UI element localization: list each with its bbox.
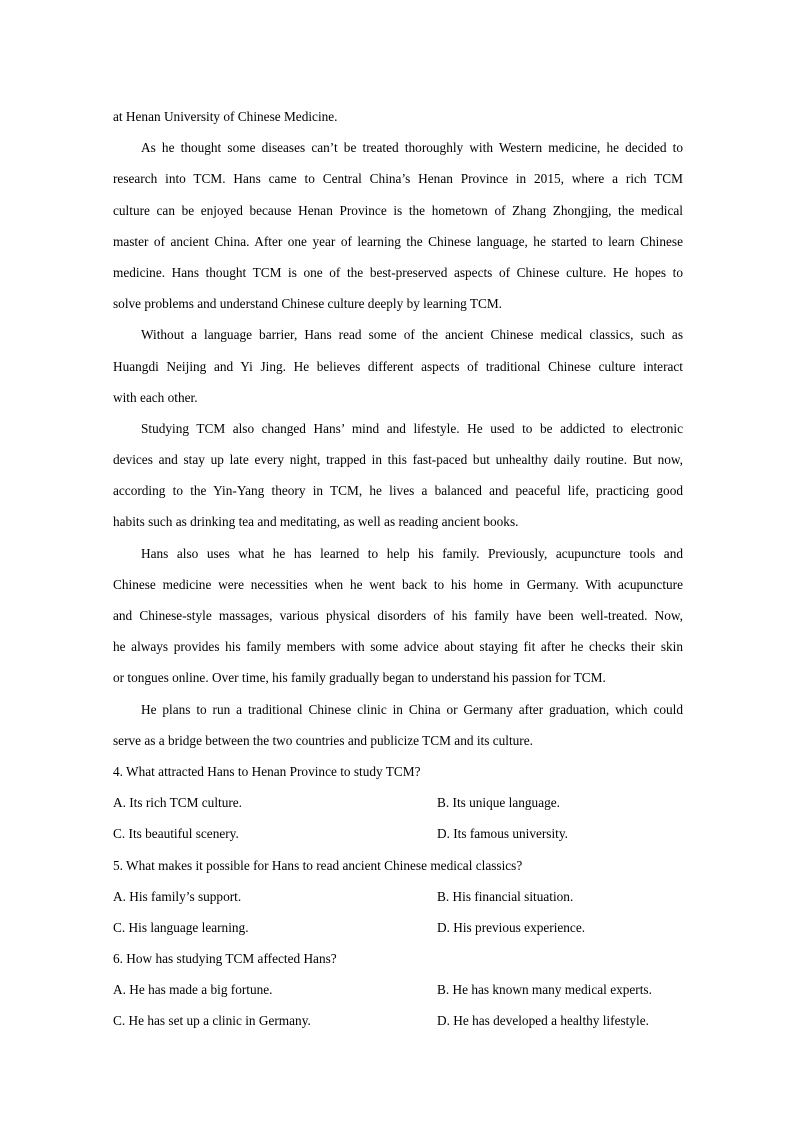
passage <box>113 101 683 756</box>
option-row <box>113 974 683 1005</box>
document-content <box>113 101 683 1037</box>
passage-line: at Henan University of Chinese Medicine. <box>113 109 338 124</box>
passage-line: or tongues online. Over time, his family gradually began to understand his passion for TCM. <box>113 670 606 686</box>
option-c: C. Its beautiful scenery. <box>113 826 239 842</box>
option-row <box>113 1005 683 1036</box>
question-4 <box>113 756 683 850</box>
option-a: A. He has made a big fortune. <box>113 982 273 998</box>
passage-line: Hans also uses what he has learned to help his family. Previously, acupuncture tools and <box>141 545 683 561</box>
option-a: A. His family’s support. <box>113 888 242 904</box>
passage-line: solve problems and understand Chinese culture deeply by learning TCM. <box>113 296 502 312</box>
passage-line: Studying TCM also changed Hans’ mind and lifestyle. He used to be addicted to electronic <box>141 420 683 436</box>
option-row <box>113 912 683 943</box>
passage-line: Huangdi Neijing and Yi Jing. He believes different aspects of traditional Chinese culture interact <box>113 358 683 374</box>
option-c: C. He has set up a clinic in Germany. <box>113 1013 311 1029</box>
option-b: B. His financial situation. <box>437 888 574 904</box>
option-b: B. He has known many medical experts. <box>437 982 652 998</box>
passage-line: serve as a bridge between the two countries and publicize TCM and its culture. <box>113 732 533 748</box>
passage-line: with each other. <box>113 389 198 405</box>
question-stem: 5. What makes it possible for Hans to read ancient Chinese medical classics? <box>113 857 523 873</box>
passage-line: he always provides his family members with some advice about staying fit after he checks their skin <box>113 639 683 655</box>
passage-line: Without a language barrier, Hans read some of the ancient Chinese medical classics, such as <box>141 327 683 343</box>
option-a: A. Its rich TCM culture. <box>113 795 243 811</box>
passage-line: devices and stay up late every night, trapped in this fast-paced but unhealthy daily routine. But now, <box>113 452 683 468</box>
passage-line: He plans to run a traditional Chinese clinic in China or Germany after graduation, which could <box>141 701 683 717</box>
passage-line: research into TCM. Hans came to Central China’s Henan Province in 2015, where a rich TCM <box>113 171 683 187</box>
option-row <box>113 818 683 849</box>
passage-line: and Chinese-style massages, various physical disorders of his family have been well-treated. Now, <box>113 608 683 623</box>
option-c: C. His language learning. <box>113 919 249 935</box>
passage-line: Chinese medicine were necessities when he went back to his home in Germany. With acupuncture <box>113 576 683 592</box>
passage-line: medicine. Hans thought TCM is one of the best-preserved aspects of Chinese culture. He hopes to <box>113 264 683 280</box>
option-d: D. His previous experience. <box>437 919 586 935</box>
question-6 <box>113 943 683 1037</box>
question-stem: 4. What attracted Hans to Henan Province to study TCM? <box>113 763 421 779</box>
option-d: D. He has developed a healthy lifestyle. <box>437 1013 649 1029</box>
option-b: B. Its unique language. <box>437 795 560 811</box>
option-row <box>113 881 683 912</box>
passage-line: master of ancient China. After one year of learning the Chinese language, he started to learn Chinese <box>113 233 683 249</box>
passage-line: culture can be enjoyed because Henan Province is the hometown of Zhang Zhongjing, the medical <box>113 202 683 218</box>
question-stem: 6. How has studying TCM affected Hans? <box>113 951 337 967</box>
passage-line: according to the Yin-Yang theory in TCM, he lives a balanced and peaceful life, practicing good <box>113 483 683 499</box>
option-d: D. Its famous university. <box>437 826 568 842</box>
option-row <box>113 787 683 818</box>
passage-line: As he thought some diseases can’t be treated thoroughly with Western medicine, he decided to <box>141 140 683 156</box>
passage-line: habits such as drinking tea and meditating, as well as reading ancient books. <box>113 514 519 530</box>
question-5 <box>113 850 683 944</box>
